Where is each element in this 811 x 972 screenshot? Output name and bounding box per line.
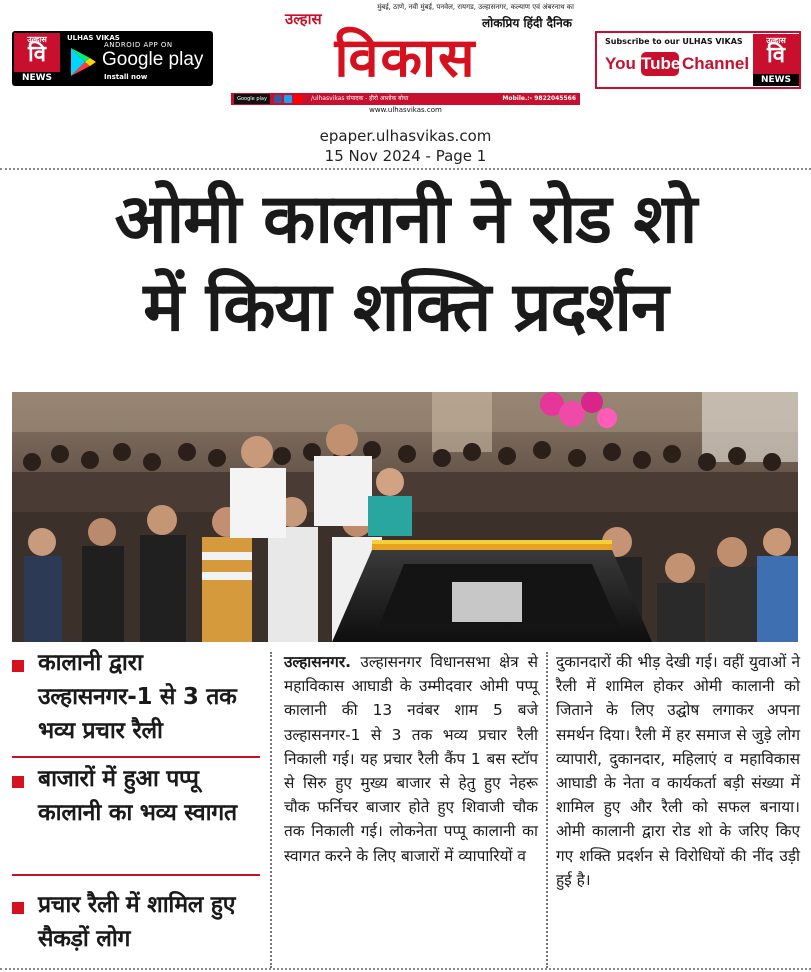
logo-news-text: NEWS xyxy=(14,72,60,84)
highlight-divider xyxy=(12,756,260,758)
headline-line-2: में किया शक्ति प्रदर्शन xyxy=(143,268,668,347)
youtube-tube-text: Tube xyxy=(641,52,679,76)
bar-google-play: Google play xyxy=(234,94,270,104)
bar-mobile-number: Mobile.:- 9822045566 xyxy=(502,95,576,102)
install-now-label: Install now xyxy=(104,73,148,81)
column-divider xyxy=(546,652,548,968)
road-show-photo xyxy=(12,392,798,642)
google-play-label: Google play xyxy=(102,49,204,70)
header-divider xyxy=(0,168,811,170)
google-play-badge[interactable] xyxy=(12,31,213,86)
masthead-title: विकास xyxy=(334,26,477,89)
crowd-illustration xyxy=(12,392,798,642)
bar-editor-text: /ulhasvikas संपादक - हीरो आशोक बोधा xyxy=(311,95,409,102)
badge-brand: ULHAS VIKAS xyxy=(67,34,120,42)
article-column-1 xyxy=(284,650,538,868)
masthead-small-title: उल्हास xyxy=(285,10,322,28)
main-headline xyxy=(0,176,811,352)
youtube-channel-text: Channel xyxy=(682,54,750,73)
highlight-text: बाजारों में हुआ पप्पू कालानी का भव्य स्वागत xyxy=(38,766,237,826)
youtube-icon xyxy=(294,95,302,103)
masthead-info-bar xyxy=(231,93,580,105)
bullet-square-icon xyxy=(12,776,24,788)
ulhas-vikas-logo xyxy=(14,33,60,84)
edition-info xyxy=(0,126,811,166)
masthead-tagline: लोकप्रिय हिंदी दैनिक xyxy=(481,16,572,30)
twitter-icon xyxy=(284,95,292,103)
subscribe-label: Subscribe to our ULHAS VIKAS xyxy=(605,37,743,46)
masthead-cities: मुंबई, ठाणे, नवी मुंबई, पनवेल, रायगड, उल्हासनगर, कल्याण एवं अंबरनाथ का xyxy=(377,3,574,11)
logo-big-text: वि xyxy=(28,42,46,67)
bullet-square-icon xyxy=(12,660,24,672)
newspaper-masthead xyxy=(231,0,580,114)
logo-small-text: उल्हास xyxy=(27,35,47,44)
facebook-icon xyxy=(274,95,282,103)
headline-line-1: ओमी कालानी ने रोड शो xyxy=(114,180,697,259)
highlight-text: प्रचार रैली में शामिल हुए सैकड़ों लोग xyxy=(38,892,236,952)
article-dateline: उल्हासनगर. xyxy=(284,653,361,671)
android-app-label: ANDROID APP ON xyxy=(104,41,173,49)
bullet-square-icon xyxy=(12,902,24,914)
logo-big-text: वि xyxy=(767,43,785,68)
column-divider xyxy=(270,652,272,968)
logo-small-text: उल्हास xyxy=(766,36,786,45)
edition-date: 15 Nov 2024 - Page 1 xyxy=(324,147,487,165)
article-column-2 xyxy=(556,650,800,892)
youtube-you-text: You xyxy=(605,54,636,73)
site-url[interactable]: epaper.ulhasvikas.com xyxy=(319,127,492,145)
highlights-sidebar xyxy=(12,646,260,966)
highlight-divider xyxy=(12,874,260,876)
ulhas-vikas-logo-right xyxy=(753,34,799,86)
article-body-1: उल्हासनगर विधानसभा क्षेत्र से महाविकास आघाडी के उम्मीदवार ओमी पप्पू कालानी की 13 नवंबर शाम 5 बजे उल्हासनगर-1 से 3 तक भव्य प्रचार रैली निकाली गई। यह प्रचार रैली कैंप 1 बस स्टॉप से सिरु हुए मुख्य बाजार से हेतु हुए नेहरू चौक फर्निचर बाजार होते हुए शिवाजी चौक तक निकाली गई। लोकनेता पप्पू कालानी का स्वागत करने के लिए बाजारों में व्यापारियों व xyxy=(284,653,538,865)
masthead-url: www.ulhasvikas.com xyxy=(369,106,442,114)
google-play-icon xyxy=(69,47,97,77)
article-body-2: दुकानदारों की भीड़ देखी गई। वहीं युवाओं ने रैली में शामिल होकर ओमी कालानी को जिताने के लिए उद्घोष लगाकर अपना समर्थन दिया। रैली में हर समाज से जुड़े लोग व्यापारी, दुकानदार, महिलाएं व महाविकास आघाडी के नेता व कार्यकर्ता बड़ी संख्या में शामिल हुए और रैली को सफल बनाया। ओमी कालानी द्वारा रोड शो के जरिए किए गए शक्ति प्रदर्शन से विरोधियों की नींद उड़ी हुई है। xyxy=(556,653,800,889)
youtube-channel-badge[interactable] xyxy=(595,31,801,89)
logo-news-text: NEWS xyxy=(753,74,799,86)
page-header xyxy=(0,0,811,172)
footer-divider xyxy=(0,968,811,970)
highlight-text: कालानी द्वारा उल्हासनगर-1 से 3 तक भव्य प्रचार रैली xyxy=(38,650,237,744)
